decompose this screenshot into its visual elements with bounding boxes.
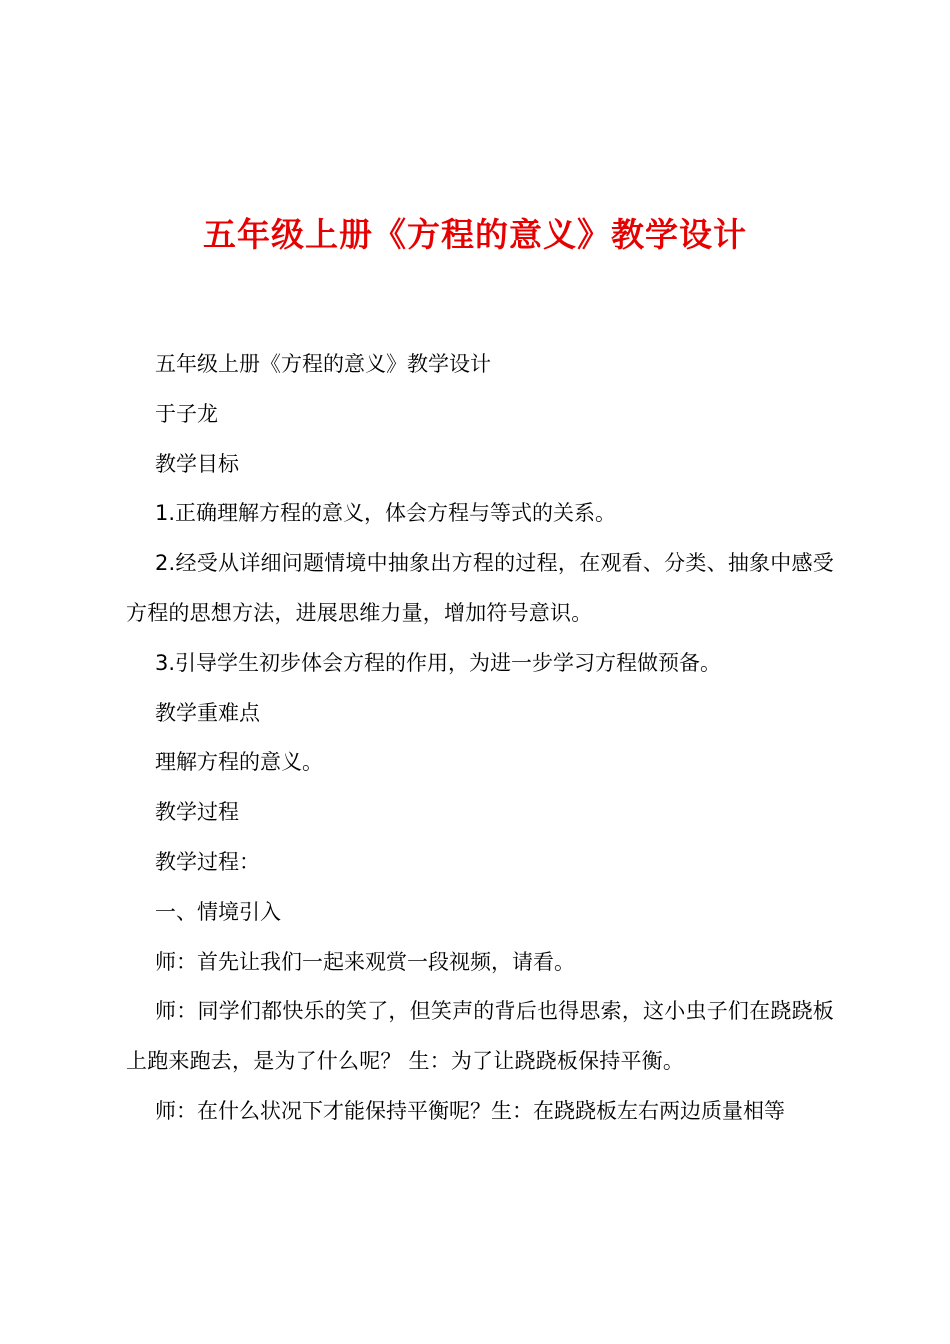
- heading-teaching-goals: 教学目标: [155, 451, 239, 476]
- heading-section-1: 一、情境引入: [155, 899, 281, 924]
- paragraph-author: 于子龙: [155, 401, 218, 426]
- paragraph-subtitle: 五年级上册《方程的意义》教学设计: [155, 352, 491, 376]
- paragraph-key-point: 理解方程的意义。: [155, 750, 323, 775]
- paragraph-dialogue-3: 师：在什么状况下才能保持平衡呢？生：在跷跷板左右两边质量相等: [155, 1098, 785, 1123]
- paragraph-dialogue-2: 师：同学们都快乐的笑了，但笑声的背后也得思索，这小虫子们在跷跷板上跑来跑去，是为了什么呢？ 生：为了让跷跷板保持平衡。: [126, 999, 834, 1074]
- document-title: 五年级上册《方程的意义》教学设计: [203, 215, 747, 254]
- paragraph-teaching-process-label: 教学过程：: [155, 849, 260, 874]
- paragraph-goal-1: 1.正确理解方程的意义，体会方程与等式的关系。: [155, 501, 617, 526]
- paragraph-goal-3: 3.引导学生初步体会方程的作用，为进一步学习方程做预备。: [155, 650, 722, 675]
- heading-key-points: 教学重难点: [155, 700, 260, 725]
- paragraph-dialogue-1: 师：首先让我们一起来观赏一段视频，请看。: [155, 949, 575, 974]
- document-body: [126, 340, 834, 1137]
- heading-teaching-process: 教学过程: [155, 800, 239, 825]
- paragraph-goal-2: 2.经受从详细问题情境中抽象出方程的过程，在观看、分类、抽象中感受方程的思想方法，进展思维力量，增加符号意识。: [126, 551, 834, 625]
